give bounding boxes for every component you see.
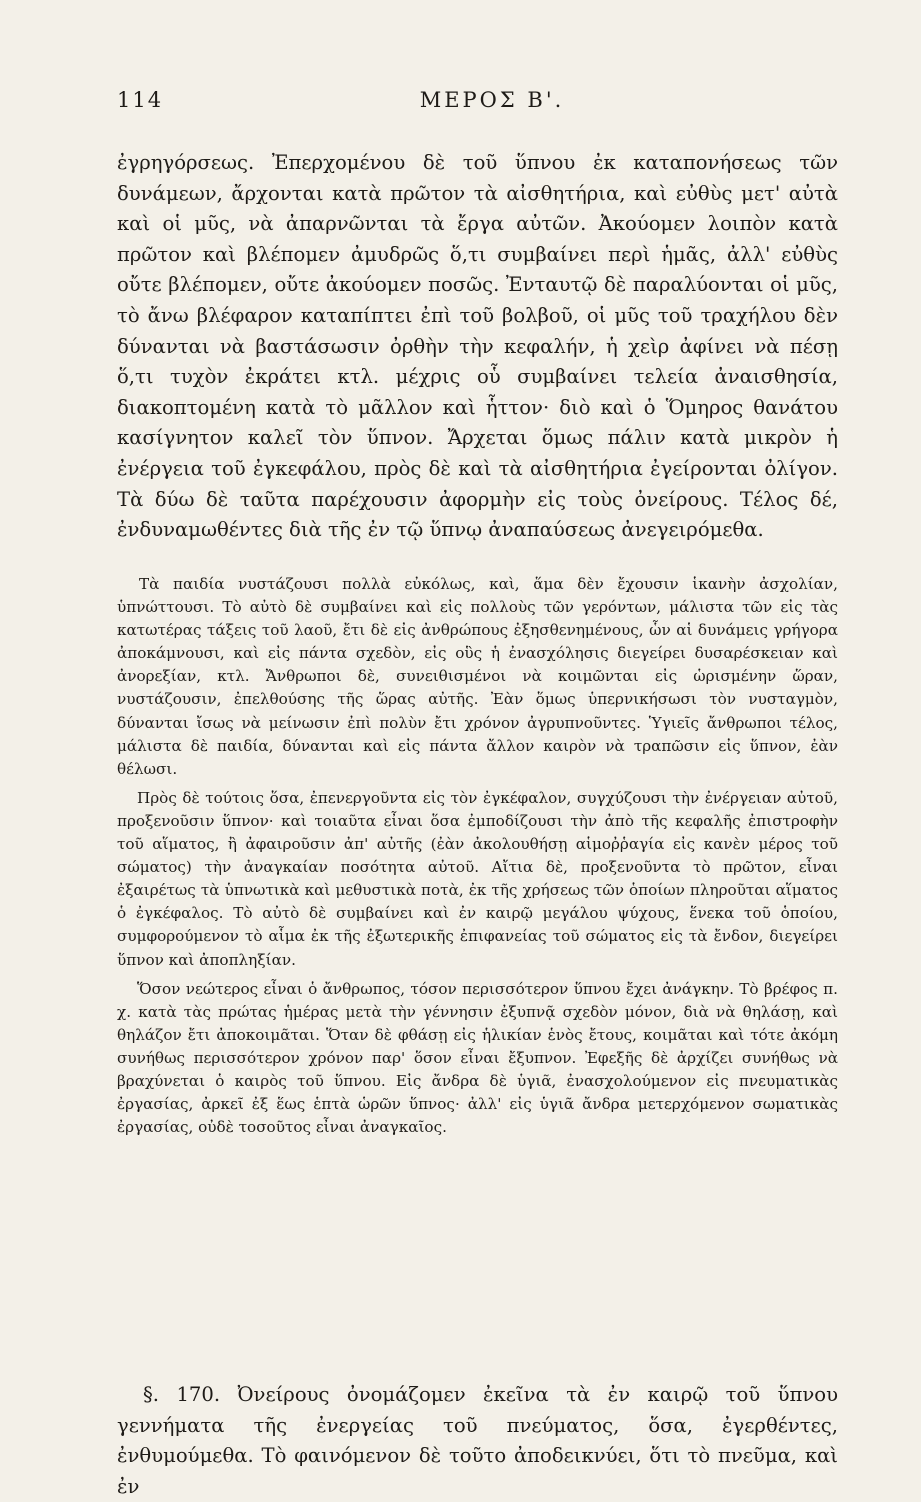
page-header: [117, 88, 837, 118]
small-paragraph-2: Πρὸς δὲ τούτοις ὅσα, ἐπενεργοῦντα εἰς τὸν ἐγκέφαλον, συγχύζουσι τὴν ἐνέργειαν αὐτοῦ, προξενοῦσιν ὕπνον· καὶ τοιαῦτα εἶναι ὅσα ἐμποδίζουσι τὴν ἀπὸ τῆς κεφαλῆς ἐπιστροφὴν τοῦ αἵματος, ἢ ἀφαιροῦσιν ἀπ' αὐτῆς (ἐὰν ἀκολουθήσῃ αἱμοῤῥαγία εἰς κανὲν μέρος τοῦ σώματος) τὴν ἀναγκαίαν ποσότητα αὐτοῦ. Αἴτια δὲ, προξενοῦντα τὸ πρῶτον, εἶναι ἐξαιρέτως τὰ ὑπνωτικὰ καὶ μεθυστικὰ ποτὰ, ἐκ τῆς χρήσεως τῶν ὁποίων πληροῦται αἵματος ὁ ἐγκέφαλος. Τὸ αὐτὸ δὲ συμβαίνει καὶ ἐν καιρῷ μεγάλου ψύχους, ἕνεκα τοῦ ὁποίου, συμφορούμενον τὸ αἷμα ἐκ τῆς ἐξωτερικῆς ἐπιφανείας τοῦ σώματος εἰς τὰ ἔνδον, διεγείρει ὕπνον καὶ ἀποπληξίαν.: [117, 788, 838, 969]
small-paragraph-1: Τὰ παιδία νυστάζουσι πολλὰ εὐκόλως, καὶ, ἅμα δὲν ἔχουσιν ἱκανὴν ἀσχολίαν, ὑπνώττουσι. Τὸ αὐτὸ δὲ συμβαίνει καὶ εἰς πολλοὺς τῶν γερόντων, μάλιστα τῶν εἰς τὰς κατωτέρας τάξεις τοῦ λαοῦ, ἔτι δὲ εἰς ἀνθρώπους ἐξησθενημένους, ὧν αἱ δυνάμεις γρήγορα ἀποκάμνουσι, καὶ εἰς πάντα σχεδὸν, εἰς οὓς ἡ ἐνασχόλησις διεγείρει δυσαρέσκειαν καὶ ἀνορεξίαν, κτλ. Ἄνθρωποι δὲ, συνειθισμένοι νὰ κοιμῶνται εἰς ὡρισμένην ὥραν, νυστάζουσιν, ἐπελθούσης τῆς ὥρας αὐτῆς. Ἐὰν ὅμως ὑπερνικήσωσι τὸν νυσταγμὸν, δύνανται ἴσως νὰ μείνωσιν ἐπὶ πολὺν ἔτι χρόνον ἀγρυπνοῦντες. Ὑγιεῖς ἄνθρωποι τέλος, μάλιστα δὲ παιδία, δύνανται καὶ εἰς πάντα ἄλλον καιρὸν νὰ τραπῶσιν εἰς ὕπνον, ἐὰν θέλωσι.: [117, 575, 838, 778]
running-title: ΜΕΡΟΣ Β'.: [419, 88, 565, 112]
main-paragraph: ἐγρηγόρσεως. Ἐπερχομένου δὲ τοῦ ὕπνου ἐκ καταπονήσεως τῶν δυνάμεων, ἄρχονται κατὰ πρῶτον τὰ αἰσθητήρια, καὶ εὐθὺς μετ' αὐτὰ καὶ οἱ μῦς, νὰ ἀπαρνῶνται τὰ ἔργα αὐτῶν. Ἀκούομεν λοιπὸν κατὰ πρῶτον καὶ βλέπομεν ἀμυδρῶς ὅ,τι συμβαίνει περὶ ἡμᾶς, ἀλλ' εὐθὺς οὔτε βλέπομεν, οὔτε ἀκούομεν ποσῶς. Ἐνταυτῷ δὲ παραλύονται οἱ μῦς, τὸ ἄνω βλέφαρον καταπίπτει ἐπὶ τοῦ βολβοῦ, οἱ μῦς τοῦ τραχήλου δὲν δύνανται νὰ βαστάσωσιν ὀρθὴν τὴν κεφαλήν, ἡ χεὶρ ἀφίνει νὰ πέσῃ ὅ,τι τυχὸν ἐκράτει κτλ. μέχρις οὗ συμβαίνει τελεία ἀναισθησία, διακοπτομένη κατὰ τὸ μᾶλλον καὶ ἧττον· διὸ καὶ ὁ Ὅμηρος θανάτου κασίγνητον καλεῖ τὸν ὕπνον. Ἄρχεται ὅμως πάλιν κατὰ μικρὸν ἡ ἐνέργεια τοῦ ἐγκεφάλου, πρὸς δὲ καὶ τὰ αἰσθητήρια ἐγείρονται ὀλίγον. Τὰ δύω δὲ ταῦτα παρέχουσιν ἀφορμὴν εἰς τοὺς ὀνείρους. Τέλος δέ, ἐνδυναμωθέντες διὰ τῆς ἐν τῷ ὕπνῳ ἀναπαύσεως ἀνεγειρόμεθα.: [117, 151, 838, 542]
main-text: [117, 148, 838, 546]
section-paragraph: §. 170. Ὀνείρους ὀνομάζομεν ἐκεῖνα τὰ ἐν καιρῷ τοῦ ὕπνου γεννήματα τῆς ἐνεργείας τοῦ πνεύματος, ὅσα, ἐγερθέντες, ἐνθυμούμεθα. Τὸ φαινόμενον δὲ τοῦτο ἀποδεικνύει, ὅτι τὸ πνεῦμα, καὶ ἐν: [117, 1383, 838, 1498]
section-170: [117, 1380, 838, 1502]
small-print-section: [117, 573, 838, 1145]
page-number: 114: [117, 88, 164, 112]
small-paragraph-3: Ὅσον νεώτερος εἶναι ὁ ἄνθρωπος, τόσον περισσότερον ὕπνου ἔχει ἀνάγκην. Τὸ βρέφος π. χ. κατὰ τὰς πρώτας ἡμέρας μετὰ τὴν γέννησιν ἐξυπνᾷ σχεδὸν μόνον, διὰ νὰ θηλάσῃ, καὶ θηλάζον ἔτι ἀποκοιμᾶται. Ὅταν δὲ φθάσῃ εἰς ἡλικίαν ἑνὸς ἔτους, κοιμᾶται καὶ τότε ἀκόμη συνήθως περισσότερον χρόνον παρ' ὅσον εἶναι ἔξυπνον. Ἐφεξῆς δὲ ἀρχίζει συνήθως νὰ βραχύνεται ὁ καιρὸς τοῦ ὕπνου. Εἰς ἄνδρα δὲ ὑγιᾶ, ἐνασχολούμενον εἰς πνευματικὰς ἐργασίας, ἀρκεῖ ἐξ ἕως ἑπτὰ ὡρῶν ὕπνος· ἀλλ' εἰς ὑγιᾶ ἄνδρα μετερχόμενον σωματικὰς ἐργασίας, οὐδὲ τοσοῦτος εἶναι ἀναγκαῖος.: [117, 979, 838, 1137]
